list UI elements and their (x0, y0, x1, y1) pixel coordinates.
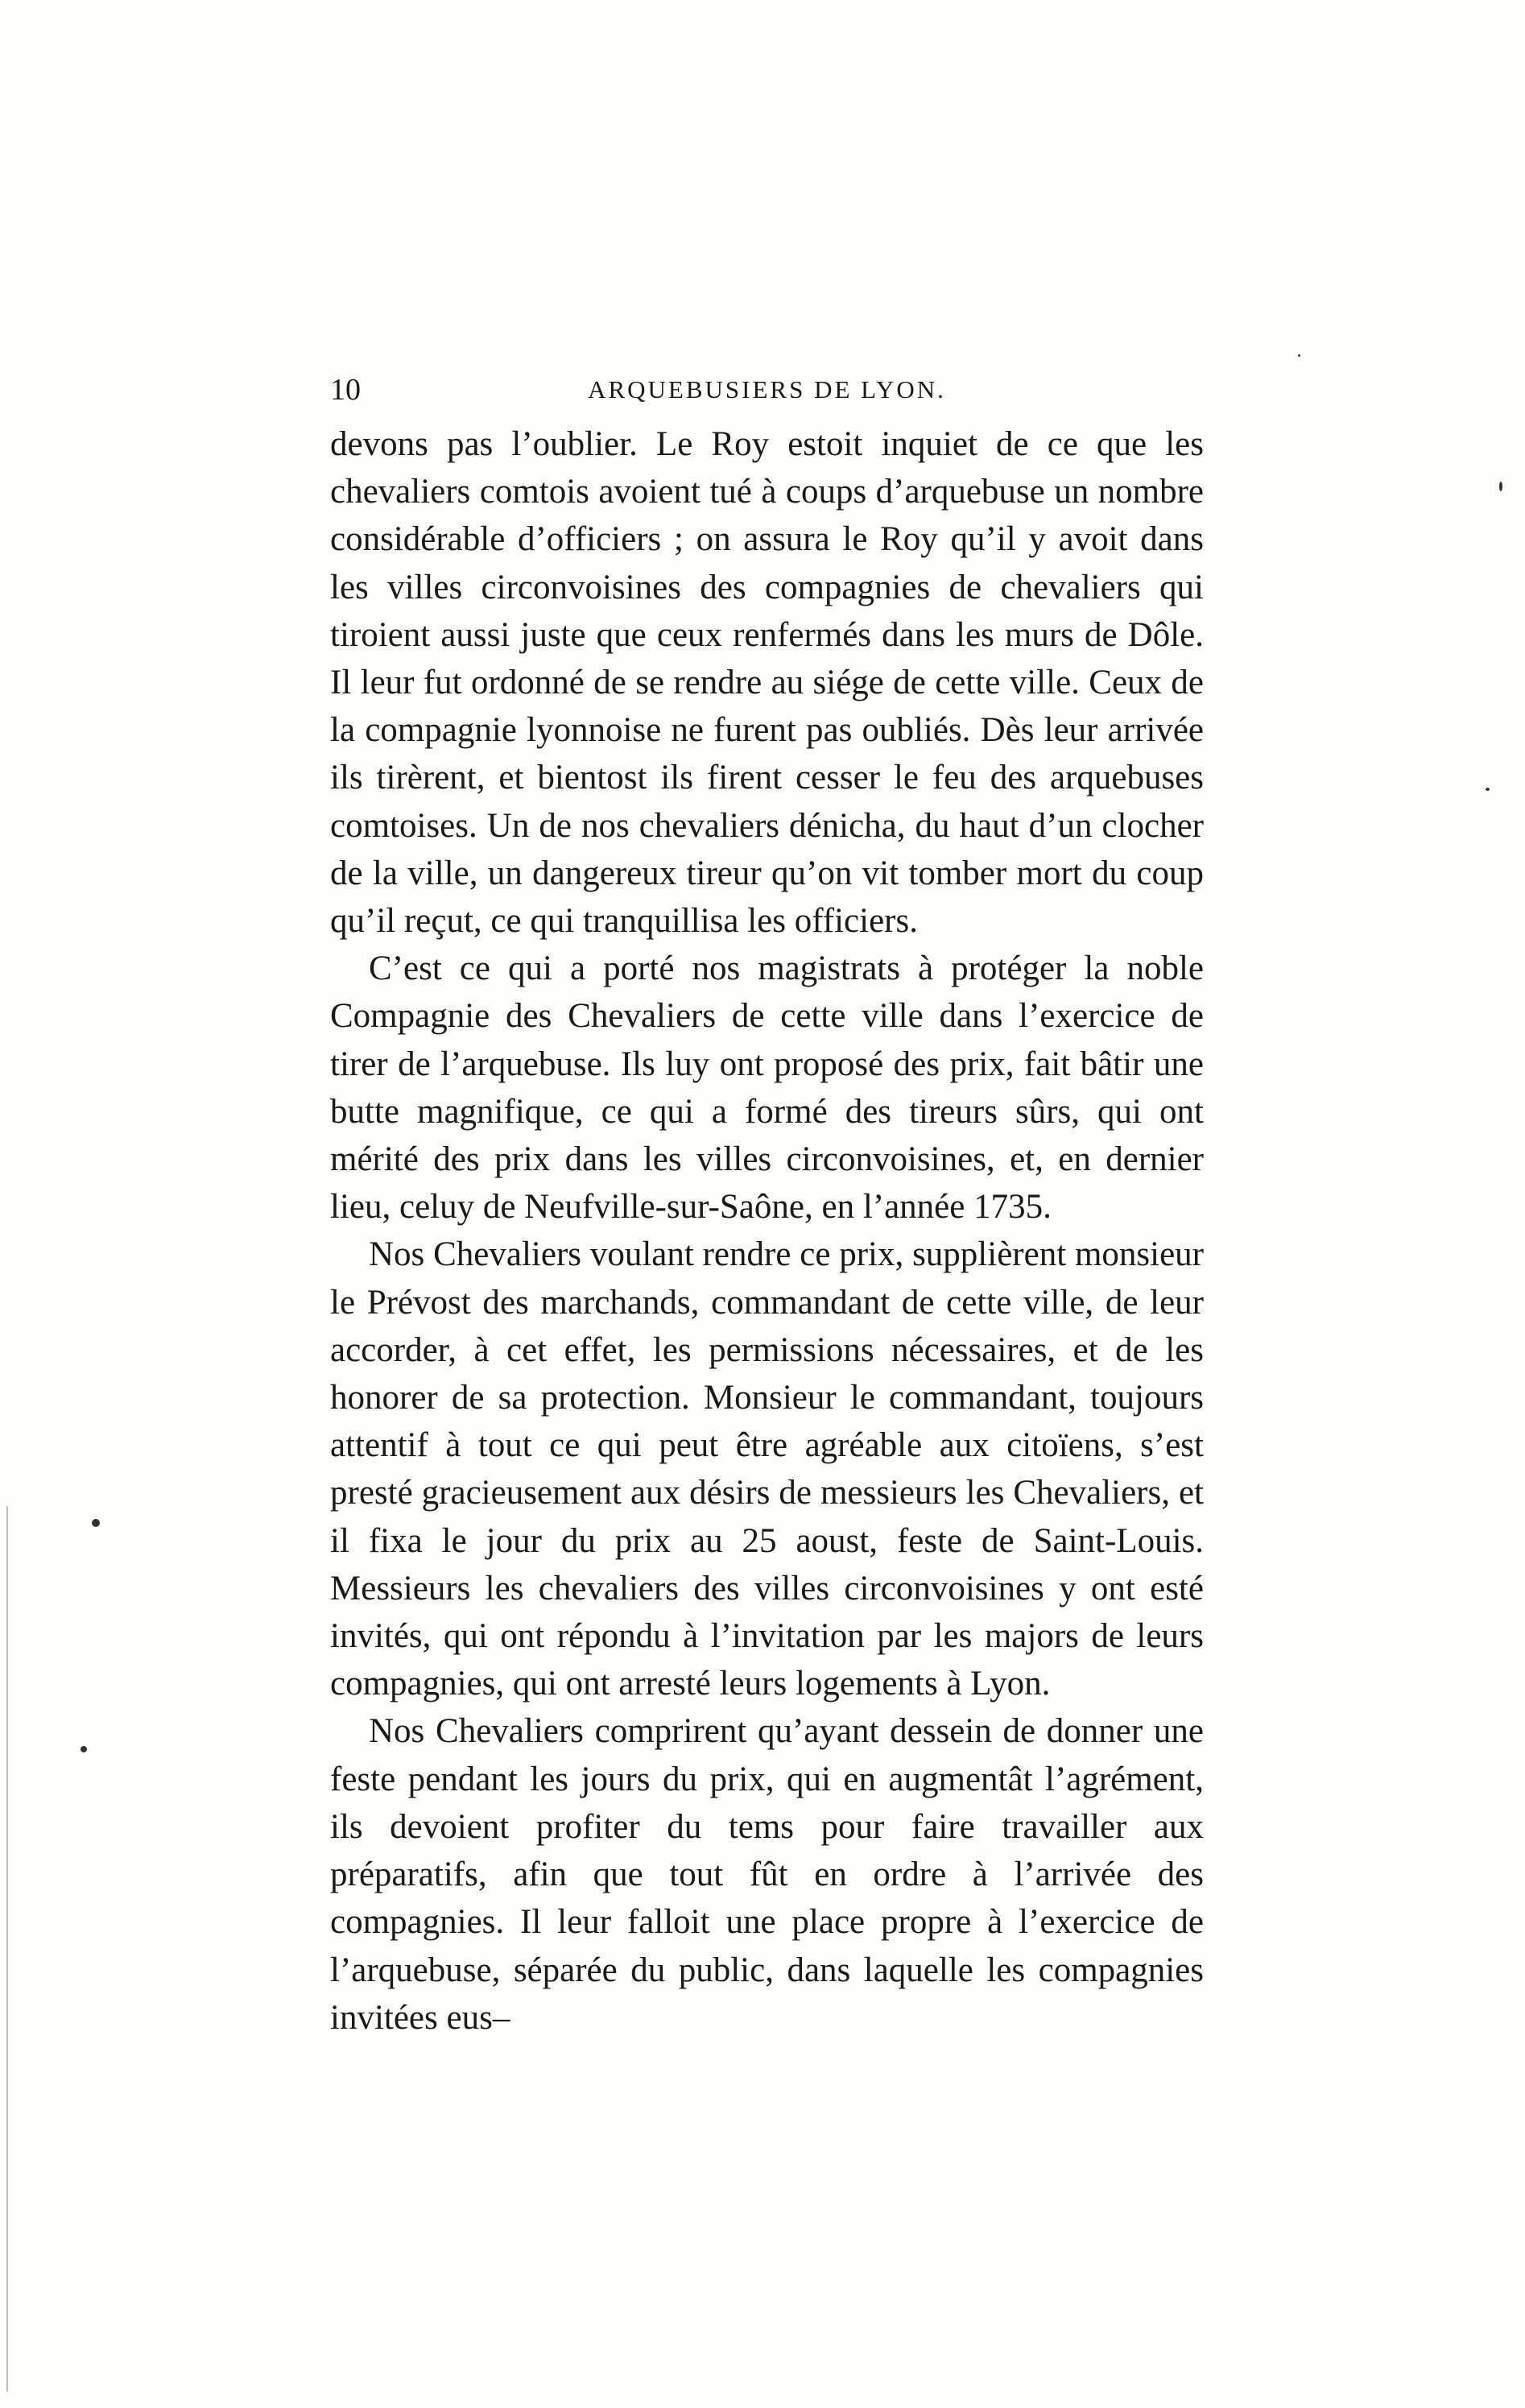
scan-edge (6, 1506, 8, 2392)
paragraph-3: Nos Chevaliers voulant rendre ce prix, supplièrent monsieur le Prévost des marchands, commandant de cette ville, de leur accorder, à cet effet, les permissions nécessaires, et de les honorer de sa protection. Monsieur le commandant, toujours attentif à tout ce qui peut être agréable aux citoïens, s’est presté gracieusement aux désirs de messieurs les Chevaliers, et il fixa le jour du prix au 25 aoust, feste de Saint-Louis. Messieurs les chevaliers des villes circonvoisines y ont esté invités, qui ont répondu à l’invitation par les majors de leurs compagnies, qui ont arresté leurs logements à Lyon. (330, 1235, 1204, 1703)
scan-speck (1486, 788, 1490, 791)
body-text (330, 420, 1204, 2042)
scan-speck (81, 1746, 87, 1752)
paragraph-4: Nos Chevaliers comprirent qu’ayant dessein de donner une feste pendant les jours du prix, qui en augmentât l’agrément, ils devoient profiter du tems pour faire travailler aux préparatifs, afin que tout fût en ordre à l’arrivée des compagnies. Il leur falloit une place propre à l’exercice de l’arquebuse, séparée du public, dans laquelle les compagnies invitées eus– (330, 1712, 1204, 2037)
paragraph-2: C’est ce qui a porté nos magistrats à protéger la noble Compagnie des Chevaliers de cette ville dans l’exercice de tirer de l’arquebuse. Ils luy ont proposé des prix, fait bâtir une butte magnifique, ce qui a formé des tireurs sûrs, qui ont mérité des prix dans les villes circonvoisines, et, en dernier lieu, celuy de Neufville-sur-Saône, en l’année 1735. (330, 950, 1204, 1227)
scan-speck (92, 1519, 100, 1527)
scan-speck (1499, 482, 1502, 491)
paragraph-1: devons pas l’oublier. Le Roy estoit inquiet de ce que les chevaliers comtois avoient tué à coups d’arquebuse un nombre considérable d’officiers ; on assura le Roy qu’il y avoit dans les villes circonvoisines des compagnies de chevaliers qui tiroient aussi juste que ceux renfermés dans les murs de Dôle. Il leur fut ordonné de se rendre au siége de cette ville. Ceux de la compagnie lyonnoise ne furent pas oubliés. Dès leur arrivée ils tirèrent, et bientost ils firent cesser le feu des arquebuses comtoises. Un de nos chevaliers dénicha, du haut d’un clocher de la ville, un dangereux tireur qu’on vit tomber mort du coup qu’il reçut, ce qui tranquillisa les officiers. (330, 425, 1204, 941)
running-head: ARQUEBUSIERS DE LYON. (588, 375, 946, 403)
page-header (330, 364, 1204, 412)
page-number: 10 (330, 373, 361, 407)
scan-speck (1298, 354, 1300, 357)
